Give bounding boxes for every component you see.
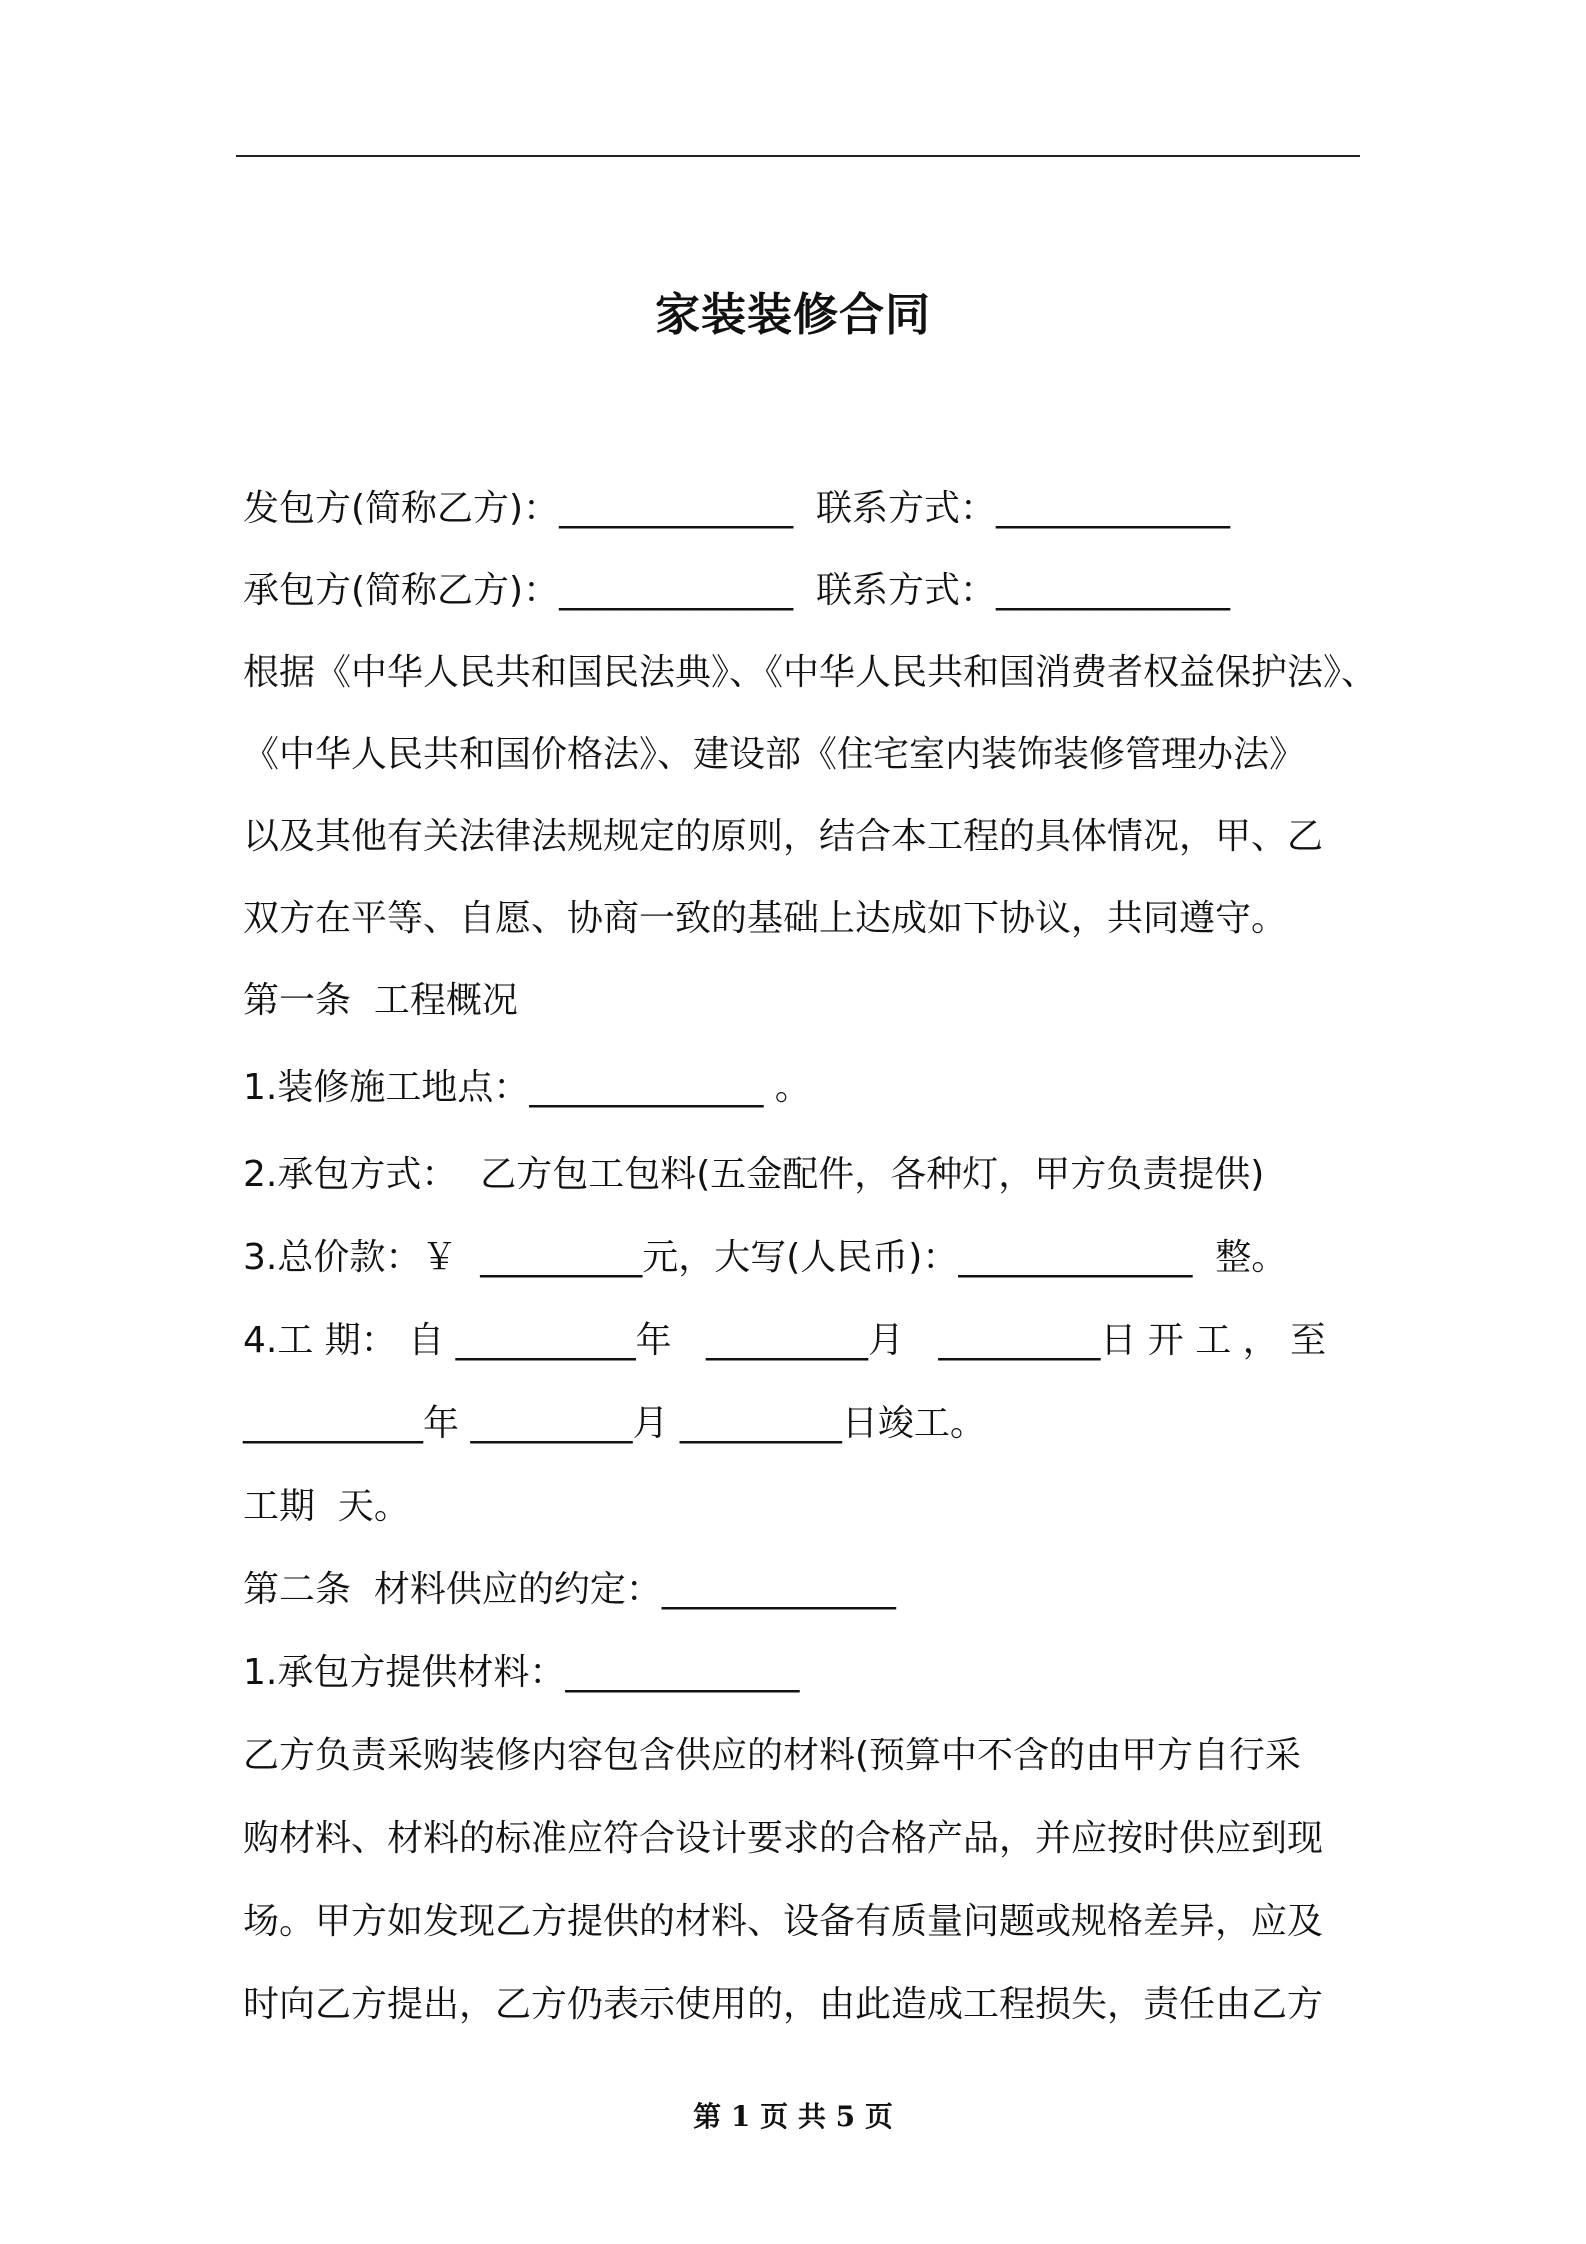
paragraph-line: 3.总价款：￥ _________元，大写(人民币)：_____________ 整。: [243, 1237, 1288, 1278]
paragraph-line: 双方在平等、自愿、协商一致的基础上达成如下协议，共同遵守。: [243, 898, 1288, 939]
paragraph-line: 4.工 期： 自 __________年 _________月 _________日 开 工 ， 至: [243, 1320, 1327, 1361]
paragraph-line: __________年 _________月 _________日竣工。: [243, 1403, 986, 1444]
paragraph-line: 《中华人民共和国价格法》、建设部《住宅室内装饰装修管理办法》: [243, 734, 1306, 775]
paragraph-line: 场。甲方如发现乙方提供的材料、设备有质量问题或规格差异，应及: [243, 1901, 1324, 1942]
paragraph-line: 以及其他有关法律法规规定的原则，结合本工程的具体情况，甲、乙: [243, 816, 1324, 857]
paragraph-line: 乙方负责采购装修内容包含供应的材料(预算中不含的由甲方自行采: [243, 1735, 1302, 1776]
header-rule: [236, 155, 1360, 157]
paragraph-line: 承包方(简称乙方)：_____________ 联系方式：_____________: [243, 570, 1230, 611]
section-heading: 第二条 材料供应的约定：_____________: [243, 1569, 896, 1610]
document-title: 家装装修合同: [654, 288, 931, 341]
paragraph-line: 工期 天。: [243, 1486, 410, 1527]
paragraph-line: 1.装修施工地点：_____________ 。: [243, 1067, 811, 1108]
paragraph-line: 根据《中华人民共和国民法典》、《中华人民共和国消费者权益保护法》、: [243, 652, 1378, 693]
paragraph-line: 发包方(简称乙方)：_____________ 联系方式：_____________: [243, 488, 1230, 529]
paragraph-line: 时向乙方提出，乙方仍表示使用的，由此造成工程损失，责任由乙方: [243, 1984, 1324, 2025]
paragraph-line: 1.承包方提供材料：_____________: [243, 1652, 800, 1693]
section-heading: 第一条 工程概况: [243, 980, 518, 1021]
page-number: 第 1 页 共 5 页: [693, 2100, 893, 2133]
paragraph-line: 2.承包方式： 乙方包工包料(五金配件，各种灯，甲方负责提供): [243, 1154, 1265, 1195]
paragraph-line: 购材料、材料的标准应符合设计要求的合格产品，并应按时供应到现: [243, 1818, 1324, 1859]
